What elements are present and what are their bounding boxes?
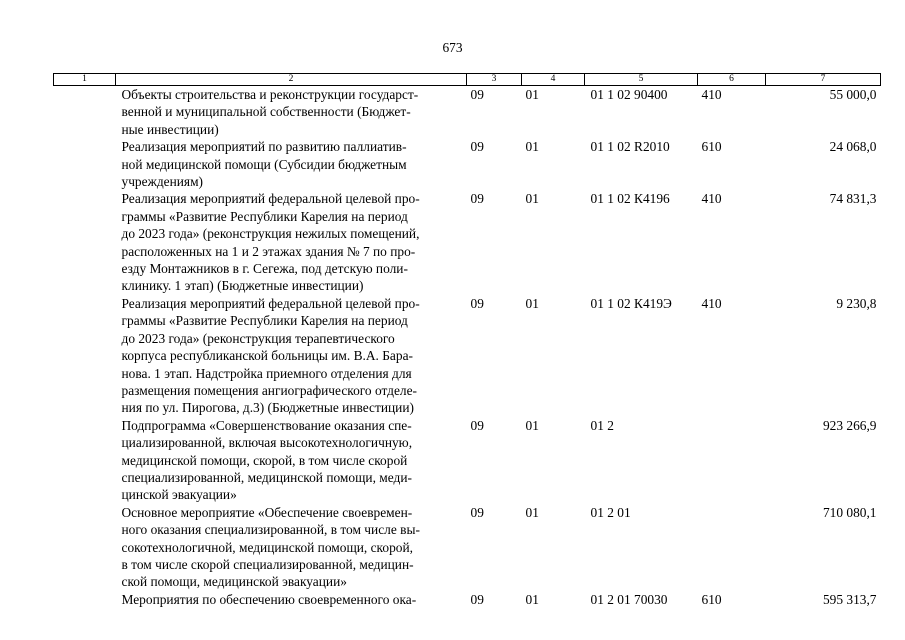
section-cell: 09 [470, 191, 484, 207]
amount-cell: 9 230,8 [836, 295, 877, 311]
expense-name-line: граммы «Развитие Республики Карелия на период [121, 313, 408, 329]
section-cell: 09 [470, 417, 484, 433]
column-header: 5 [585, 74, 698, 86]
target-article-cell: 01 1 02 90400 [590, 87, 668, 102]
expense-type-cell: 610 [701, 591, 722, 607]
expense-name-cell [116, 138, 467, 190]
expense-name-line: Реализация мероприятий федеральной целевой про- [121, 295, 420, 311]
subsection-cell: 01 [525, 191, 539, 207]
expense-type-cell: 610 [701, 139, 722, 155]
expense-name-line: ной медицинской помощи (Субсидии бюджетным [121, 156, 407, 172]
expense-name-line: в том числе скорой специализированной, медицин- [121, 556, 414, 572]
expense-name-line: Подпрограмма «Совершенствование оказания спе- [121, 417, 412, 433]
expense-name-line: нова. 1 этап. Надстройка приемного отделения для [121, 365, 412, 381]
amount-cell: 710 080,1 [822, 504, 877, 520]
amount-cell: 595 313,7 [822, 591, 877, 607]
expense-name-line: Реализация мероприятий по развитию паллиатив- [121, 139, 407, 155]
expense-name-line: клинику. 1 этап) (Бюджетные инвестиции) [121, 278, 364, 294]
expense-name-line: ской помощи, медицинской эвакуации» [121, 574, 347, 590]
row-number-cell [54, 138, 116, 190]
expense-name-line: венной и муниципальной собственности (Бюджет- [121, 104, 411, 120]
expense-type-cell: 410 [701, 295, 722, 311]
target-article-cell: 01 2 01 [590, 504, 631, 520]
section-cell: 09 [470, 87, 484, 102]
amount-cell: 74 831,3 [829, 191, 877, 207]
column-header: 1 [54, 74, 116, 86]
target-article-cell: 01 2 [590, 417, 614, 433]
expense-name-line: до 2023 года» (реконструкция терапевтического [121, 330, 395, 346]
expense-name-line: Объекты строительства и реконструкции государст- [121, 87, 419, 102]
expense-name-line: цинской эвакуации» [121, 487, 237, 503]
expense-name-cell [116, 190, 467, 294]
subsection-cell: 01 [525, 417, 539, 433]
budget-table [53, 73, 881, 608]
table-row [54, 295, 881, 417]
expense-name-line: до 2023 года» (реконструкция нежилых помещений, [121, 226, 420, 242]
target-article-cell: 01 1 02 К419Э [590, 295, 672, 311]
subsection-cell: 01 [525, 87, 539, 102]
expense-name-cell [116, 504, 467, 591]
section-cell: 09 [470, 139, 484, 155]
expense-name-line: Мероприятия по обеспечению своевременного ока- [121, 591, 417, 607]
expense-name-line: езду Монтажников в г. Сегежа, под детскую поли- [121, 261, 408, 277]
column-number-header [54, 74, 881, 86]
section-cell: 09 [470, 591, 484, 607]
subsection-cell: 01 [525, 295, 539, 311]
expense-type-cell: 410 [701, 191, 722, 207]
amount-cell: 923 266,9 [822, 417, 877, 433]
row-number-cell [54, 86, 116, 139]
column-header: 4 [522, 74, 585, 86]
expense-type-cell [698, 504, 766, 591]
budget-table-container [53, 73, 880, 608]
expense-name-line: циализированной, включая высокотехнологичную, [121, 435, 413, 451]
expense-name-cell [116, 295, 467, 417]
table-row [54, 417, 881, 504]
target-article-cell: 01 2 01 70030 [590, 591, 668, 607]
expense-name-line: граммы «Развитие Республики Карелия на период [121, 208, 408, 224]
row-number-cell [54, 295, 116, 417]
section-cell: 09 [470, 504, 484, 520]
subsection-cell: 01 [525, 591, 539, 607]
expense-name-line: Основное мероприятие «Обеспечение своевремен- [121, 504, 413, 520]
row-number-cell [54, 417, 116, 504]
subsection-cell: 01 [525, 139, 539, 155]
expense-name-cell [116, 591, 467, 608]
expense-name-cell [116, 417, 467, 504]
expense-name-line: сокотехнологичной, медицинской помощи, скорой, [121, 539, 413, 555]
expense-name-line: ния по ул. Пирогова, д.3) (Бюджетные инвестиции) [121, 400, 414, 416]
amount-cell: 24 068,0 [829, 139, 877, 155]
table-row [54, 86, 881, 139]
expense-name-line: специализированной, медицинской помощи, меди- [121, 469, 412, 485]
row-number-cell [54, 190, 116, 294]
column-header: 3 [467, 74, 522, 86]
expense-name-line: ного оказания специализированной, в том числе вы- [121, 522, 420, 538]
expense-name-line: медицинской помощи, скорой, в том числе скорой [121, 452, 408, 468]
table-row [54, 138, 881, 190]
amount-cell: 55 000,0 [829, 87, 877, 102]
table-row [54, 591, 881, 608]
target-article-cell: 01 1 02 К4196 [590, 191, 670, 207]
column-header: 2 [116, 74, 467, 86]
expense-name-line: расположенных на 1 и 2 этажах здания № 7 по про- [121, 243, 416, 259]
expense-name-cell [116, 86, 467, 139]
row-number-cell [54, 504, 116, 591]
expense-name-line: ные инвестиции) [121, 121, 219, 137]
subsection-cell: 01 [525, 504, 539, 520]
table-row [54, 504, 881, 591]
expense-name-line: Реализация мероприятий федеральной целевой про- [121, 191, 420, 207]
expense-name-line: размещения помещения ангиографического отделе- [121, 382, 418, 398]
table-row [54, 190, 881, 294]
section-cell: 09 [470, 295, 484, 311]
target-article-cell: 01 1 02 R2010 [590, 139, 670, 155]
page-number: 673 [442, 40, 463, 55]
expense-type-cell: 410 [701, 87, 722, 102]
expense-type-cell [698, 417, 766, 504]
expense-name-line: учреждениям) [121, 174, 204, 190]
table-body [54, 86, 881, 609]
expense-name-line: корпуса республиканской больницы им. В.А. Бара- [121, 348, 413, 364]
row-number-cell [54, 591, 116, 608]
column-header: 6 [698, 74, 766, 86]
column-header: 7 [766, 74, 881, 86]
